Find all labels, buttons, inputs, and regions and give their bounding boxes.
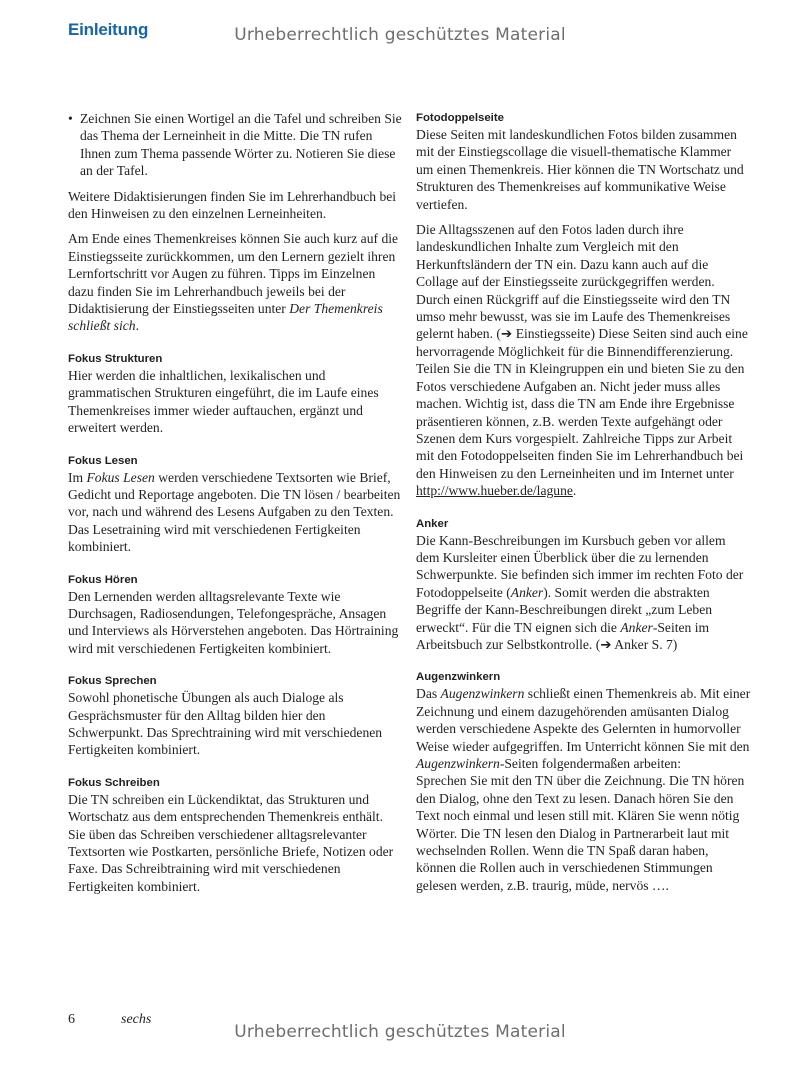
bullet-mark: •: [68, 111, 73, 126]
page-number: 6: [68, 1012, 75, 1027]
section-title: Einleitung: [68, 20, 149, 39]
text-augenzwinkern-intro: Das Augenzwinkern schließt einen Themenkreis ab. Mit einer Zeichnung und einem dazugehörenden amüsanten Dialog werden verschiedene Aspekte des Gelernten in humorvoller Weise wieder aufgegriffen. Im Unterricht können Sie mit den Augenzwinkern-Seiten folgendermaßen arbeiten:: [416, 686, 751, 771]
text-fokus-lesen: Im Fokus Lesen werden verschiedene Textsorten wie Brief, Gedicht und Reportage angeboten. Die TN lösen / bearbeiten vor, nach und während des Lesens Aufgaben zu den Texten. Das Lesetraining wird mit verschiedenen Fertigkeiten kombiniert.: [68, 469, 401, 555]
text-fokus-hoeren: Den Lernenden werden alltagsrelevante Texte wie Durchsagen, Radiosendungen, Telefongespräche, Ansagen und Interviews als Hörverstehen angeboten. Das Hörtraining wird mit verschiedenen Fertigkeiten kombiniert.: [68, 588, 399, 656]
heading-fokus-strukturen: Fokus Strukturen: [68, 352, 163, 365]
paragraph-themenkreis-ende: Am Ende eines Themenkreises können Sie auch kurz auf die Einstiegsseite zurückkommen, um den Lernern gezielt ihren Lernfortschritt vor Augen zu führen. Tipps im Einzelnen dazu finden Sie im Lehrerhandbuch jeweils bei der Didaktisierung der Einstiegsseiten unter Der Themenkreis schließt sich.: [68, 231, 399, 334]
bullet-item: [68, 110, 403, 180]
bullet-text: Zeichnen Sie einen Wortigel an die Tafel und schreiben Sie das Thema der Lerneinheit in die Mitte. Die TN rufen Ihnen zum Thema passende Wörter zu. Notieren Sie diese an der Tafel.: [80, 111, 402, 179]
heading-fotodoppelseite: Fotodoppelseite: [416, 112, 504, 124]
heading-fokus-sprechen: Fokus Sprechen: [68, 675, 157, 688]
heading-fokus-hoeren: Fokus Hören: [68, 573, 138, 586]
heading-fokus-schreiben: Fokus Schreiben: [68, 776, 160, 789]
right-column: [416, 110, 751, 902]
watermark-bottom: Urheberrechtlich geschütztes Material: [234, 1022, 566, 1042]
text-fotodoppelseite-intro: Diese Seiten mit landeskundlichen Fotos bilden zusammen mit der Einstiegscollage die visuell-thematische Klammer um einen Themenkreis. Hier können die TN Wortschatz und Strukturen des Themenkreises auf kommunikative Weise vertiefen.: [416, 127, 744, 212]
heading-anker: Anker: [416, 517, 449, 530]
hueber-link[interactable]: http://www.hueber.de/lagune: [416, 483, 573, 499]
left-column: [68, 110, 403, 903]
text-fokus-strukturen: Hier werden die inhaltlichen, lexikalischen und grammatischen Strukturen eingeführt, die im Laufe eines Themenkreises immer wieder auftauchen, ergänzt und erweitert werden.: [68, 367, 379, 436]
text-fotodoppelseite-detail: Die Alltagsszenen auf den Fotos laden durch ihre landeskundlichen Inhalte zum Vergleich mit den Herkunftsländern der TN ein. Dazu kann auch auf die Collage auf der Einstiegsseite zurückgegriffen werden. Durch einen Rückgriff auf die Einstiegsseite wird den TN umso mehr bewusst, was sie im Laufe des Themenkreises gelernt haben. (➔ Einstiegsseite) Diese Seiten sind auch eine hervorragende Möglichkeit für die Binnendifferenzierung. Teilen Sie die TN in Kleingruppen ein und bieten Sie zu den Fotos verschiedene Aufgaben an. Nicht jeder muss alles machen. Wichtig ist, dass die TN am Ende ihre Ergebnisse präsentieren können, z.B. werden Texte aufgehängt oder Szenen dem Kurs vorgespielt. Zahlreiche Tipps zur Arbeit mit den Fotodoppelseiten finden Sie im Lehrerhandbuch bei den Hinweisen zu den Lerneinheiten und im Internet unter http://www.hueber.de/lagune.: [416, 222, 748, 499]
text-anker: Die Kann-Beschreibungen im Kursbuch geben vor allem dem Kursleiter einen Überblick über die zu lernenden Schwerpunkte. Sie befinden sich immer im rechten Foto der Fotodoppelseite (Anker). Somit werden die abstrakten Begriffe der Kann-Beschreibungen direkt „zum Leben erweckt“. Für die TN eignen sich die Anker-Seiten im Arbeitsbuch zur Selbstkontrolle. (➔ Anker S. 7): [416, 532, 744, 652]
text-fokus-schreiben: Die TN schreiben ein Lückendiktat, das Strukturen und Wortschatz aus dem entsprechenden Themenkreis enthält. Sie üben das Schreiben verschiedener alltagsrelevanter Textsorten wie Postkarten, persönliche Briefe, Notizen oder Faxe. Das Schreibtraining wird mit verschiedenen Fertigkeiten kombiniert.: [68, 791, 394, 894]
text-augenzwinkern-steps: Sprechen Sie mit den TN über die Zeichnung. Die TN hören den Dialog, ohne den Text zu lesen. Danach hören Sie den Text noch einmal und lesen still mit. Klären Sie wenn nötig Wörter. Die TN lesen den Dialog in Partnerarbeit laut mit wechselnden Rollen. Wenn die TN Spaß daran haben, können die Rollen auch in verschiedenen Stimmungen gelesen werden, z.B. traurig, müde, nervös ….: [416, 773, 745, 893]
paragraph-didaktisierungen: Weitere Didaktisierungen finden Sie im Lehrerhandbuch bei den Hinweisen zu den einzelnen Lerneinheiten.: [68, 188, 397, 222]
heading-fokus-lesen: Fokus Lesen: [68, 454, 138, 467]
text-fokus-sprechen: Sowohl phonetische Übungen als auch Dialoge als Gesprächsmuster für den Alltag bilden hier den Schwerpunkt. Das Sprechtraining wird mit verschiedenen Fertigkeiten kombiniert.: [68, 690, 383, 758]
heading-augenzwinkern: Augenzwinkern: [416, 671, 501, 684]
page-number-word: sechs: [121, 1012, 152, 1027]
watermark-top: Urheberrechtlich geschütztes Material: [234, 25, 566, 45]
